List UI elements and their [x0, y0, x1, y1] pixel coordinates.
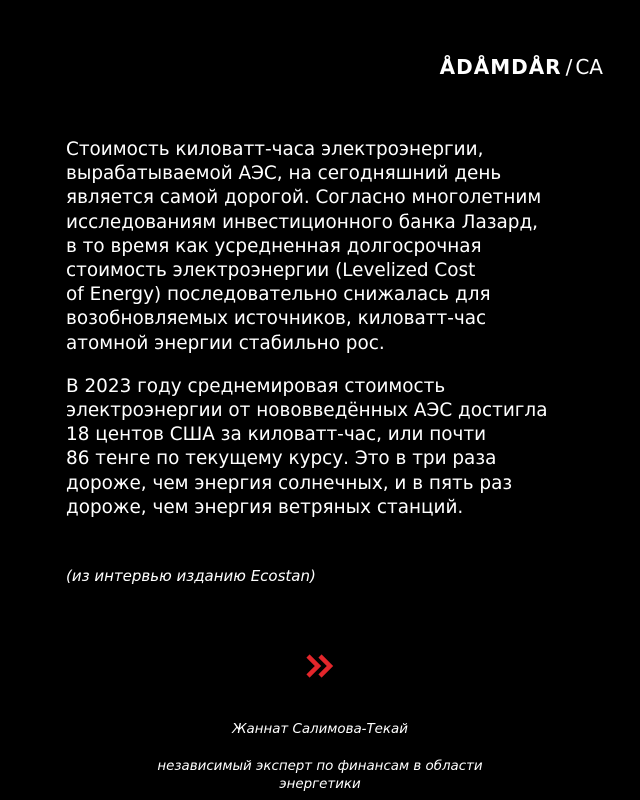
author-name: Жаннат Салимова-Текай — [232, 721, 408, 737]
brand-suffix: CA — [575, 55, 603, 79]
brand-separator: / — [565, 55, 574, 79]
author-title: независимый эксперт по финансам в области энергетики — [157, 758, 483, 792]
brand-logo — [440, 55, 603, 79]
paragraph-2: В 2023 году среднемировая стоимость электроэнергии от нововведённых АЭС достигла 18 центов США за киловатт-час, или почти 86 тенге по текущему курсу. Это в три раза дороже, чем энергия солнечных, и в пять раз дороже, чем энергия ветряных станций. — [66, 375, 548, 518]
double-chevron-right-icon — [306, 654, 334, 678]
author-block — [0, 702, 640, 800]
source-note: (из интервью изданию Ecostan) — [66, 567, 316, 585]
paragraph-1: Стоимость киловатт-часа электроэнергии, вырабатываемой АЭС, на сегодняшний день является самой дорогой. Согласно многолетним исследованиям инвестиционного банка Лазард, в то время как усредненная долгосрочная стоимость электроэнергии (Levelized Cost of Energy) последовательно снижалась для возобновляемых источников, киловатт-час атомной энергии стабильно рос. — [66, 139, 542, 354]
article-body — [66, 138, 586, 520]
brand-name: ÅDÅMDÅR — [439, 55, 562, 79]
